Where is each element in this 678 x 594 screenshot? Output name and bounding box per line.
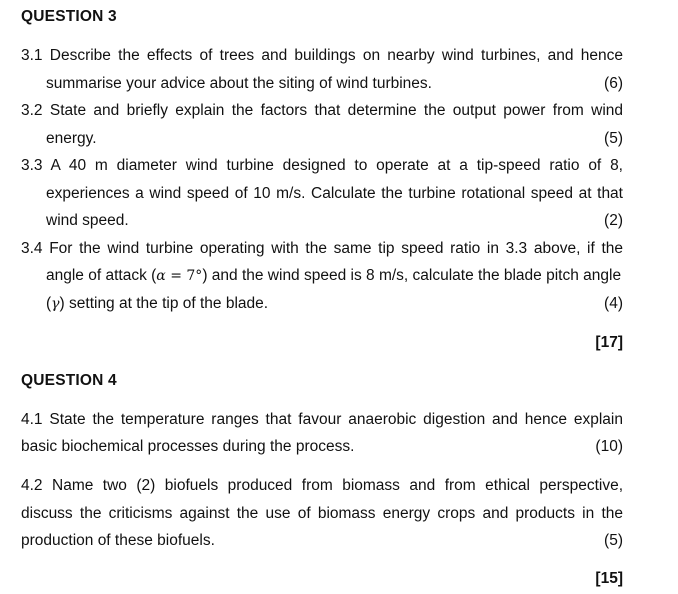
q3-4-line-1: 3.4 For the wind turbine operating with the same tip speed ratio in 3.3 above, if the <box>21 240 623 257</box>
q3-4-line-3 <box>46 294 623 314</box>
q3-1-marks: (6) <box>604 75 623 92</box>
q3-1-line-2: summarise your advice about the siting of wind turbines. <box>46 75 432 92</box>
q3-4-line-3-rest: ) setting at the tip of the blade. <box>59 295 269 312</box>
q3-2-marks: (5) <box>604 130 623 147</box>
alpha-symbol: α <box>156 268 166 284</box>
q3-2-line-2: energy. <box>46 130 97 147</box>
q3-2-line-1: 3.2 State and briefly explain the factors that determine the output power from wind <box>21 102 623 119</box>
q3-4-line-3-open: ( <box>46 295 52 312</box>
q4-2-line-2: discuss the criticisms against the use of biomass energy crops and products in the <box>21 505 623 522</box>
q4-2-line-3: production of these biofuels. <box>21 532 215 549</box>
q3-3-line-1: 3.3 A 40 m diameter wind turbine designed to operate at a tip-speed ratio of 8, <box>21 157 623 174</box>
q3-3-line-3: wind speed. <box>46 212 129 229</box>
question-4-heading: QUESTION 4 <box>21 372 117 389</box>
q4-1-marks: (10) <box>595 438 623 455</box>
question-3-total: [17] <box>595 334 623 351</box>
q4-1-line-2: basic biochemical processes during the process. <box>21 438 355 455</box>
q3-4-marks: (4) <box>604 295 623 312</box>
q3-4-line-2-pre: angle of attack ( <box>46 267 157 284</box>
q3-1-line-1: 3.1 Describe the effects of trees and buildings on nearby wind turbines, and hence <box>21 47 623 64</box>
question-3-heading: QUESTION 3 <box>21 8 117 25</box>
alpha-value: = 7° <box>165 268 203 284</box>
q4-2-marks: (5) <box>604 532 623 549</box>
q3-3-line-2: experiences a wind speed of 10 m/s. Calculate the turbine rotational speed at that <box>46 185 623 202</box>
q3-4-line-2 <box>46 266 623 286</box>
q3-4-line-2-post: ) and the wind speed is 8 m/s, calculate the blade pitch angle <box>202 267 622 284</box>
q4-1-line-1: 4.1 State the temperature ranges that favour anaerobic digestion and hence explain <box>21 411 623 428</box>
q4-2-line-1: 4.2 Name two (2) biofuels produced from biomass and from ethical perspective, <box>21 477 623 494</box>
q3-3-marks: (2) <box>604 212 623 229</box>
gamma-symbol: γ <box>51 296 60 312</box>
question-4-total: [15] <box>595 570 623 587</box>
